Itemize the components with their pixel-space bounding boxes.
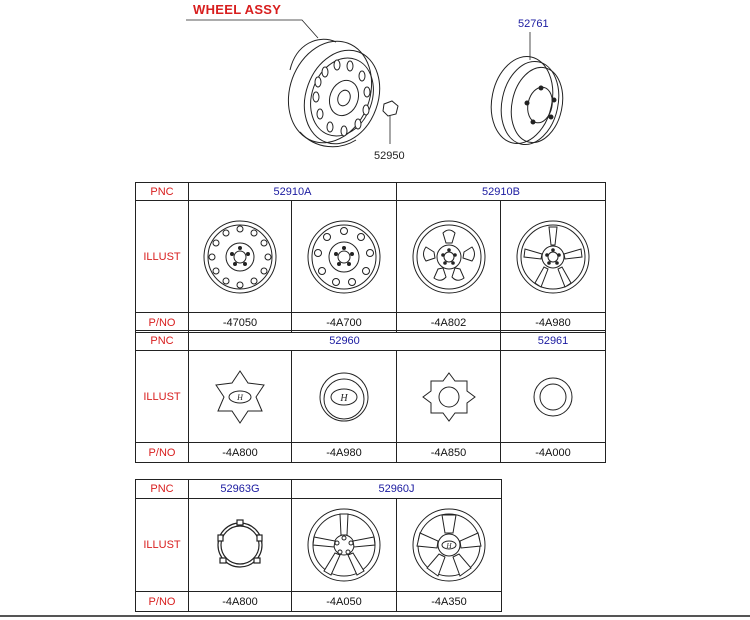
pno-4a050: -4A050	[292, 592, 397, 612]
illust-center-cap-4a980	[292, 351, 397, 443]
steel-wheel-icon	[275, 29, 393, 154]
wheel-cover-icon	[304, 505, 384, 585]
wheel-cap-table	[135, 330, 606, 463]
pnc-52910b: 52910B	[397, 183, 606, 201]
lug-nut-icon	[383, 101, 398, 144]
alloy-wheel-icon	[409, 217, 489, 297]
pnc-52963g: 52963G	[189, 480, 292, 499]
steel-wheel-icon	[200, 217, 280, 297]
pno-4a800: -4A800	[189, 592, 292, 612]
row-label-illust: ILLUST	[136, 201, 189, 313]
row-label-illust: ILLUST	[136, 499, 189, 592]
pnc-52960: 52960	[189, 331, 501, 351]
pno-4a850: -4A850	[397, 443, 501, 463]
pnc-52960j: 52960J	[292, 480, 502, 499]
wheel-cover-table	[135, 479, 502, 612]
pno-4a980: -4A980	[292, 443, 397, 463]
alloy-wheel-icon	[513, 217, 593, 297]
center-cap-icon	[528, 372, 578, 422]
brake-drum-icon	[484, 32, 570, 150]
illust-hub-cap-4a850	[397, 351, 501, 443]
illust-hub-cap-4a800	[189, 351, 292, 443]
pno-47050: -47050	[189, 313, 292, 333]
pnc-52961: 52961	[501, 331, 606, 351]
row-label-pno: P/NO	[136, 443, 189, 463]
illust-steel-wheel-47050	[189, 201, 292, 313]
wheel-cover-icon	[409, 505, 489, 585]
illust-alloy-wheel-4a980	[501, 201, 606, 313]
row-label-pno: P/NO	[136, 592, 189, 612]
pnc-52910a: 52910A	[189, 183, 397, 201]
illust-center-cap-4a000	[501, 351, 606, 443]
illust-wheel-cover-4a350	[397, 499, 502, 592]
illust-steel-wheel-4a700	[292, 201, 397, 313]
center-cap-icon	[314, 367, 374, 427]
pno-4a800: -4A800	[189, 443, 292, 463]
hub-cap-icon	[419, 367, 479, 427]
svg-text:H: H	[237, 392, 243, 402]
row-label-pnc: PNC	[136, 480, 189, 499]
row-label-pno: P/NO	[136, 313, 189, 333]
pno-4a980: -4A980	[501, 313, 606, 333]
illust-retainer-ring-4a800	[189, 499, 292, 592]
wheel-parts-table	[135, 182, 606, 333]
pno-4a700: -4A700	[292, 313, 397, 333]
hub-cap-icon	[210, 367, 270, 427]
illust-alloy-wheel-4a802	[397, 201, 501, 313]
retainer-ring-icon	[210, 515, 270, 575]
illust-wheel-cover-4a050	[292, 499, 397, 592]
diagram-title: WHEEL ASSY	[193, 2, 282, 17]
callout-lug-nut: 52950	[374, 150, 405, 162]
svg-text:H: H	[340, 392, 348, 404]
pno-4a802: -4A802	[397, 313, 501, 333]
pno-4a000: -4A000	[501, 443, 606, 463]
bottom-divider	[0, 615, 750, 617]
svg-text:H: H	[446, 542, 452, 550]
row-label-pnc: PNC	[136, 331, 189, 351]
callout-brake-drum: 52761	[518, 18, 549, 30]
row-label-illust: ILLUST	[136, 351, 189, 443]
steel-wheel-icon	[304, 217, 384, 297]
row-label-pnc: PNC	[136, 183, 189, 201]
pno-4a350: -4A350	[397, 592, 502, 612]
